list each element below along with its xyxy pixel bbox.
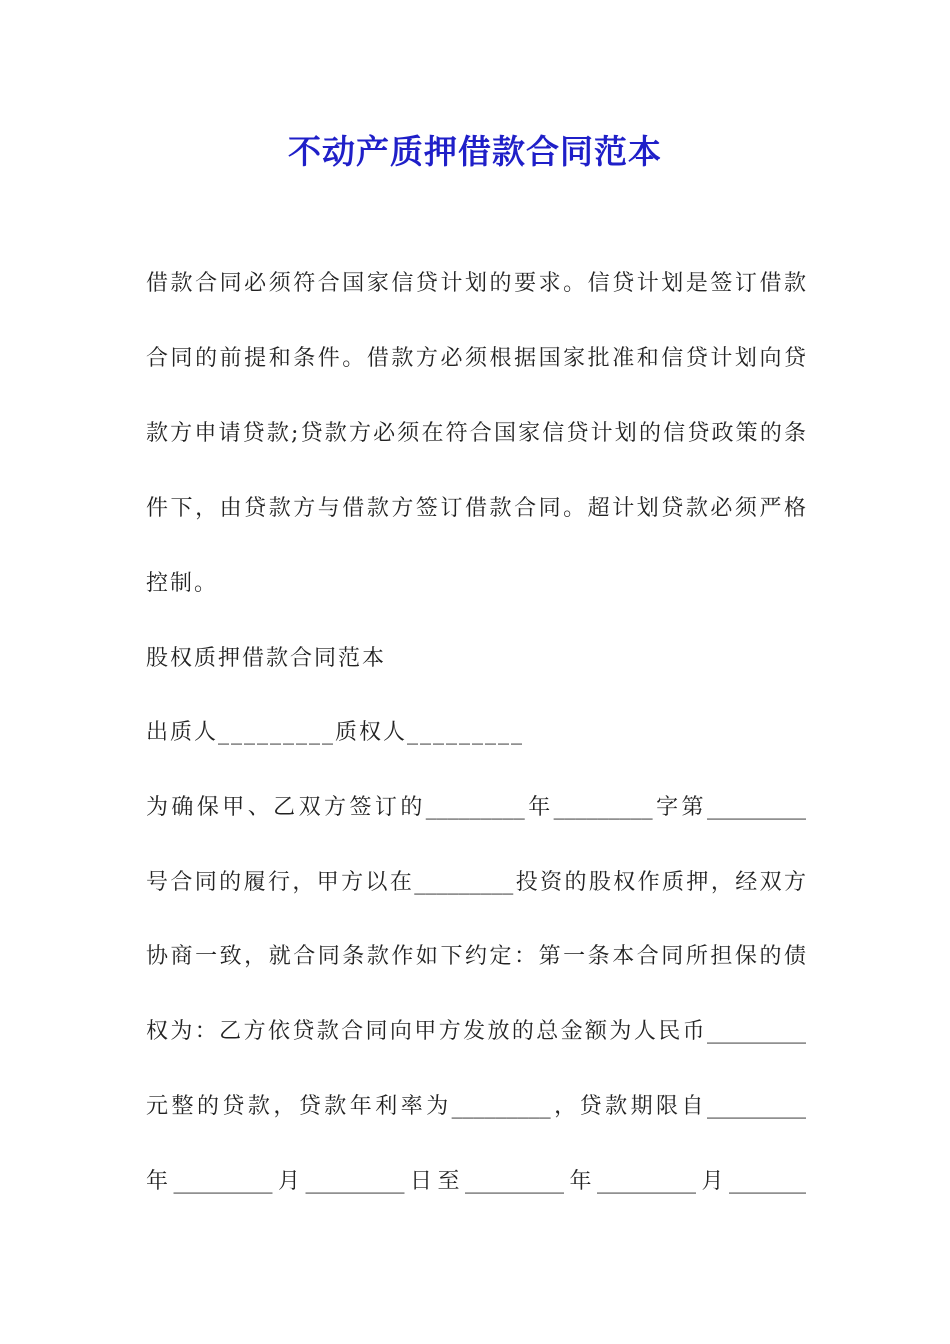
body-line-12: 元整的贷款，贷款年利率为_________，贷款期限自_________ <box>146 1094 806 1119</box>
body-line-11: 权为：乙方依贷款合同向甲方发放的总金额为人民币_________ <box>146 1019 806 1044</box>
body-line-2: 合同的前提和条件。借款方必须根据国家批准和信贷计划向贷 <box>146 346 806 371</box>
body-line-1: 借款合同必须符合国家信贷计划的要求。信贷计划是签订借款 <box>146 271 806 296</box>
body-line-13: 年_________月_________日至_________年_________月_______ <box>146 1169 806 1194</box>
body-line-4: 件下，由贷款方与借款方签订借款合同。超计划贷款必须严格 <box>146 496 806 521</box>
body-line-9: 号合同的履行，甲方以在_________投资的股权作质押，经双方 <box>146 870 806 895</box>
body-line-5: 控制。 <box>146 571 219 596</box>
section-heading: 股权质押借款合同范本 <box>146 646 387 671</box>
document-title: 不动产质押借款合同范本 <box>288 132 662 171</box>
body-line-3: 款方申请贷款;贷款方必须在符合国家信贷计划的信贷政策的条 <box>146 421 806 446</box>
parties-line: 出质人_________质权人_________ <box>146 720 525 745</box>
body-line-10: 协商一致，就合同条款作如下约定：第一条本合同所担保的债 <box>146 944 806 969</box>
body-line-8: 为确保甲、乙双方签订的_________年_________字第_________ <box>146 795 806 820</box>
